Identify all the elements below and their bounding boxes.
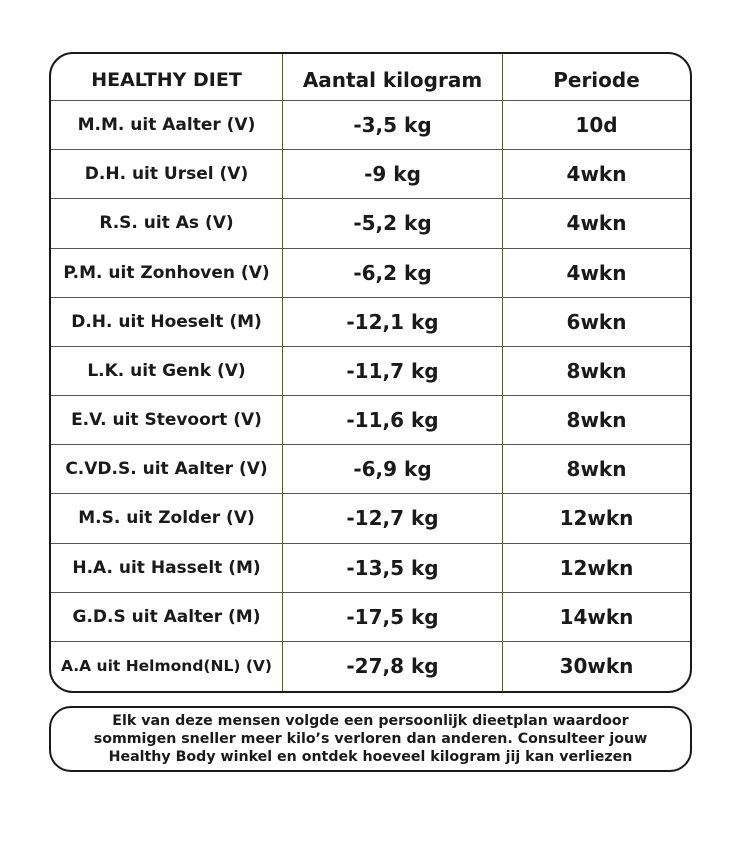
row-kg: -6,9 kg: [283, 445, 503, 494]
row-name: A.A uit Helmond(NL) (V): [51, 642, 283, 691]
row-period: 8wkn: [503, 396, 690, 445]
row-name: D.H. uit Hoeselt (M): [51, 298, 283, 347]
row-kg: -3,5 kg: [283, 101, 503, 150]
row-period: 12wkn: [503, 494, 690, 543]
footer-line: Healthy Body winkel en ontdek hoeveel kilogram jij kan verliezen: [108, 749, 633, 765]
row-kg: -12,1 kg: [283, 298, 503, 347]
row-period: 4wkn: [503, 150, 690, 199]
row-kg: -17,5 kg: [283, 593, 503, 642]
row-period: 8wkn: [503, 347, 690, 396]
row-kg: -9 kg: [283, 150, 503, 199]
row-kg: -12,7 kg: [283, 494, 503, 543]
header-kg: Aantal kilogram: [283, 54, 503, 101]
results-table: [49, 52, 692, 693]
row-name: G.D.S uit Aalter (M): [51, 593, 283, 642]
row-name: C.VD.S. uit Aalter (V): [51, 445, 283, 494]
row-period: 8wkn: [503, 445, 690, 494]
row-name: P.M. uit Zonhoven (V): [51, 249, 283, 298]
row-name: E.V. uit Stevoort (V): [51, 396, 283, 445]
row-period: 4wkn: [503, 249, 690, 298]
row-kg: -11,7 kg: [283, 347, 503, 396]
footer-line: sommigen sneller meer kilo’s verloren dan anderen. Consulteer jouw: [93, 731, 648, 747]
row-name: M.M. uit Aalter (V): [51, 101, 283, 150]
row-kg: -11,6 kg: [283, 396, 503, 445]
row-kg: -13,5 kg: [283, 544, 503, 593]
footer-line: Elk van deze mensen volgde een persoonlijk dieetplan waardoor: [112, 713, 629, 729]
row-kg: -5,2 kg: [283, 199, 503, 248]
row-period: 30wkn: [559, 654, 634, 679]
row-period: 12wkn: [503, 544, 690, 593]
row-period: 6wkn: [503, 298, 690, 347]
row-name: R.S. uit As (V): [51, 199, 283, 248]
row-period: 14wkn: [503, 593, 690, 642]
row-name: M.S. uit Zolder (V): [51, 494, 283, 543]
footer-note: [49, 706, 692, 772]
row-kg: -27,8 kg: [283, 642, 503, 691]
row-name: L.K. uit Genk (V): [51, 347, 283, 396]
row-kg: -6,2 kg: [283, 249, 503, 298]
row-period: 4wkn: [503, 199, 690, 248]
row-name: H.A. uit Hasselt (M): [51, 544, 283, 593]
header-period: Periode: [503, 54, 690, 101]
row-period: 10d: [503, 101, 690, 150]
row-name: D.H. uit Ursel (V): [51, 150, 283, 199]
header-name: HEALTHY DIET: [51, 54, 283, 101]
footer-text: [94, 712, 647, 766]
